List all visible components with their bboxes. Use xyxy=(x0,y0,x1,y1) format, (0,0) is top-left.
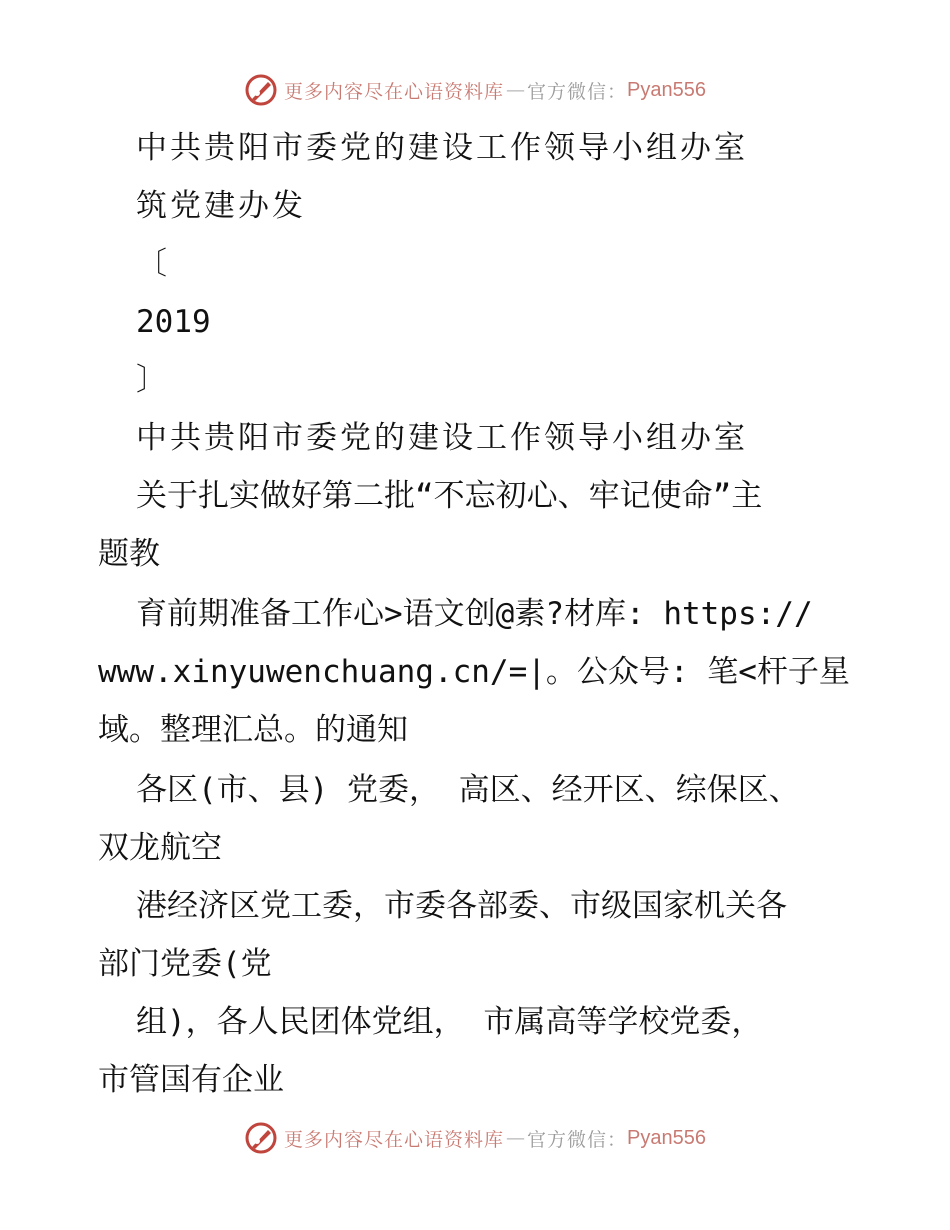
recipients-line-1: 各区(市、县) 党委， 高区、经开区、综保区、 xyxy=(136,772,800,808)
watermark-text: 更多内容尽在心语资料库 xyxy=(284,80,505,103)
watermark-text: 更多内容尽在心语资料库 xyxy=(284,1128,505,1151)
bracket-open: 〔 xyxy=(136,246,167,282)
watermark-account-id: Pyan556 xyxy=(627,1126,706,1149)
notice-title-line-2: 题教 xyxy=(98,536,160,572)
watermark-separator: — xyxy=(506,79,526,101)
watermark-account-label: 官方微信： xyxy=(527,1128,628,1151)
watermark-account-label: 官方微信： xyxy=(527,80,628,103)
issuer-title-repeat: 中共贵阳市委党的建设工作领导小组办室 xyxy=(136,420,748,456)
pen-logo-icon xyxy=(244,73,278,107)
notice-title-line-1: 关于扎实做好第二批“不忘初心、牢记使命”主 xyxy=(136,478,763,514)
bracket-close: 〕 xyxy=(136,362,167,398)
recipients-line-5: 组)，各人民团体党组， 市属高等学校党委， xyxy=(136,1004,763,1040)
notice-title-line-5: 域。整理汇总。的通知 xyxy=(98,712,408,748)
document-year: 2019 xyxy=(136,304,211,340)
document-number-prefix: 筑党建办发 xyxy=(136,188,306,224)
recipients-line-2: 双龙航空 xyxy=(98,830,222,866)
recipients-line-3: 港经济区党工委，市委各部委、市级国家机关各 xyxy=(136,888,787,924)
notice-title-line-3: 育前期准备工作心>语文创@素?材库: https:// xyxy=(136,596,813,632)
watermark-account-id: Pyan556 xyxy=(627,78,706,101)
recipients-line-6: 市管国有企业 xyxy=(98,1062,284,1098)
watermark-separator: — xyxy=(506,1127,526,1149)
watermark-header xyxy=(0,70,950,110)
watermark-footer xyxy=(0,1118,950,1158)
recipients-line-4: 部门党委(党 xyxy=(98,946,272,982)
pen-logo-icon xyxy=(244,1121,278,1155)
notice-title-line-4: www.xinyuwenchuang.cn/=|。公众号: 笔<杆子星 xyxy=(98,654,850,690)
issuer-title: 中共贵阳市委党的建设工作领导小组办室 xyxy=(136,130,748,166)
